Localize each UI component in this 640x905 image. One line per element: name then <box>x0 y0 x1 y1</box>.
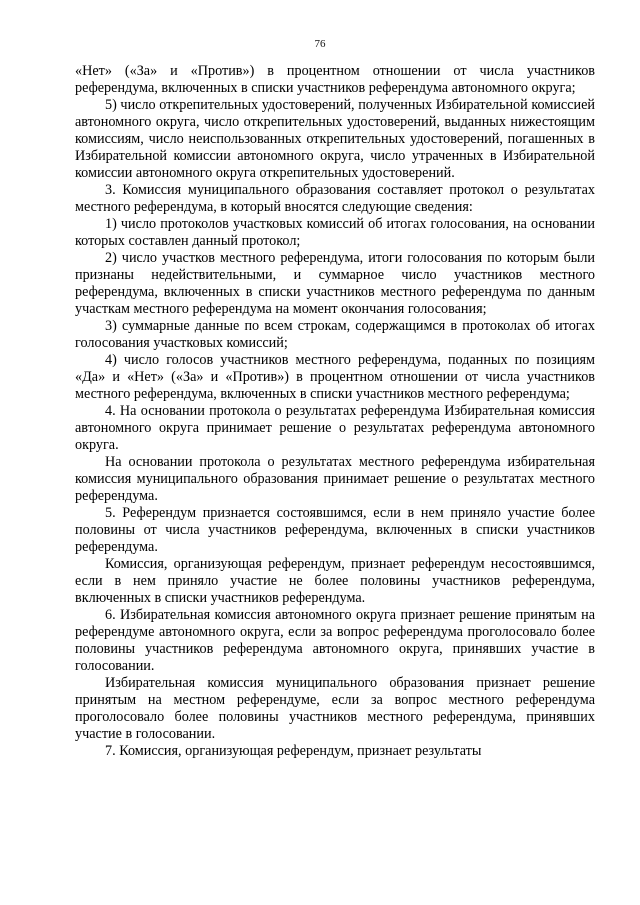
paragraph-item-5: 5) число открепительных удостоверений, полученных Избирательной комиссией автономного округа, число открепительных удостоверений, выданных нижестоящим комиссиям, число неиспользованных открепительных удостоверений, погашенных в Избирательной комиссии автономного округа, число утраченных в Избирательной комиссии автономного округа открепительных удостоверений. <box>75 97 595 181</box>
paragraph-item-1: 1) число протоколов участковых комиссий об итогах голосования, на основании которых составлен данный протокол; <box>75 216 595 249</box>
paragraph-section-6-local: Избирательная комиссия муниципального образования признает решение принятым на местном референдуме, если за вопрос местного референдума проголосовало более половины участников местного референдума, принявших участие в голосовании. <box>75 675 595 742</box>
paragraph-section-5: 5. Референдум признается состоявшимся, если в нем приняло участие более половины от числа участников референдума, включенных в списки участников референдума. <box>75 505 595 555</box>
paragraph-section-6: 6. Избирательная комиссия автономного округа признает решение принятым на референдуме автономного округа, если за вопрос референдума проголосовало более половины участников референдума автономного округа, принявших участие в голосовании. <box>75 607 595 674</box>
paragraph-section-5-invalid: Комиссия, организующая референдум, признает референдум несостоявшимся, если в нем приняло участие не более половины участников референдума, включенных в списки участников референдума. <box>75 556 595 606</box>
paragraph-item-4: 4) число голосов участников местного референдума, поданных по позициям «Да» и «Нет» («За» и «Против») в процентном отношении от числа участников местного референдума, включенных в списки участников местного референдума; <box>75 352 595 402</box>
paragraph-section-4-local: На основании протокола о результатах местного референдума избирательная комиссия муниципального образования принимает решение о результатах местного референдума. <box>75 454 595 504</box>
paragraph-item-2: 2) число участков местного референдума, итоги голосования по которым были признаны недействительными, и суммарное число участников местного референдума, включенных в списки участников местного референдума по данным участкам местного референдума на момент окончания голосования; <box>75 250 595 317</box>
page-number: 76 <box>314 38 326 50</box>
paragraph-section-7: 7. Комиссия, организующая референдум, признает результаты <box>105 743 482 759</box>
paragraph-section-4: 4. На основании протокола о результатах референдума Избирательная комиссия автономного округа принимает решение о результатах референдума автономного округа. <box>75 403 595 453</box>
document-body <box>75 63 595 760</box>
paragraph-section-3: 3. Комиссия муниципального образования составляет протокол о результатах местного референдума, в который вносятся следующие сведения: <box>75 182 595 215</box>
paragraph-continuation: «Нет» («За» и «Против») в процентном отношении от числа участников референдума, включенных в списки участников референдума автономного округа; <box>75 63 595 96</box>
paragraph-item-3: 3) суммарные данные по всем строкам, содержащимся в протоколах об итогах голосования участковых комиссий; <box>75 318 595 351</box>
